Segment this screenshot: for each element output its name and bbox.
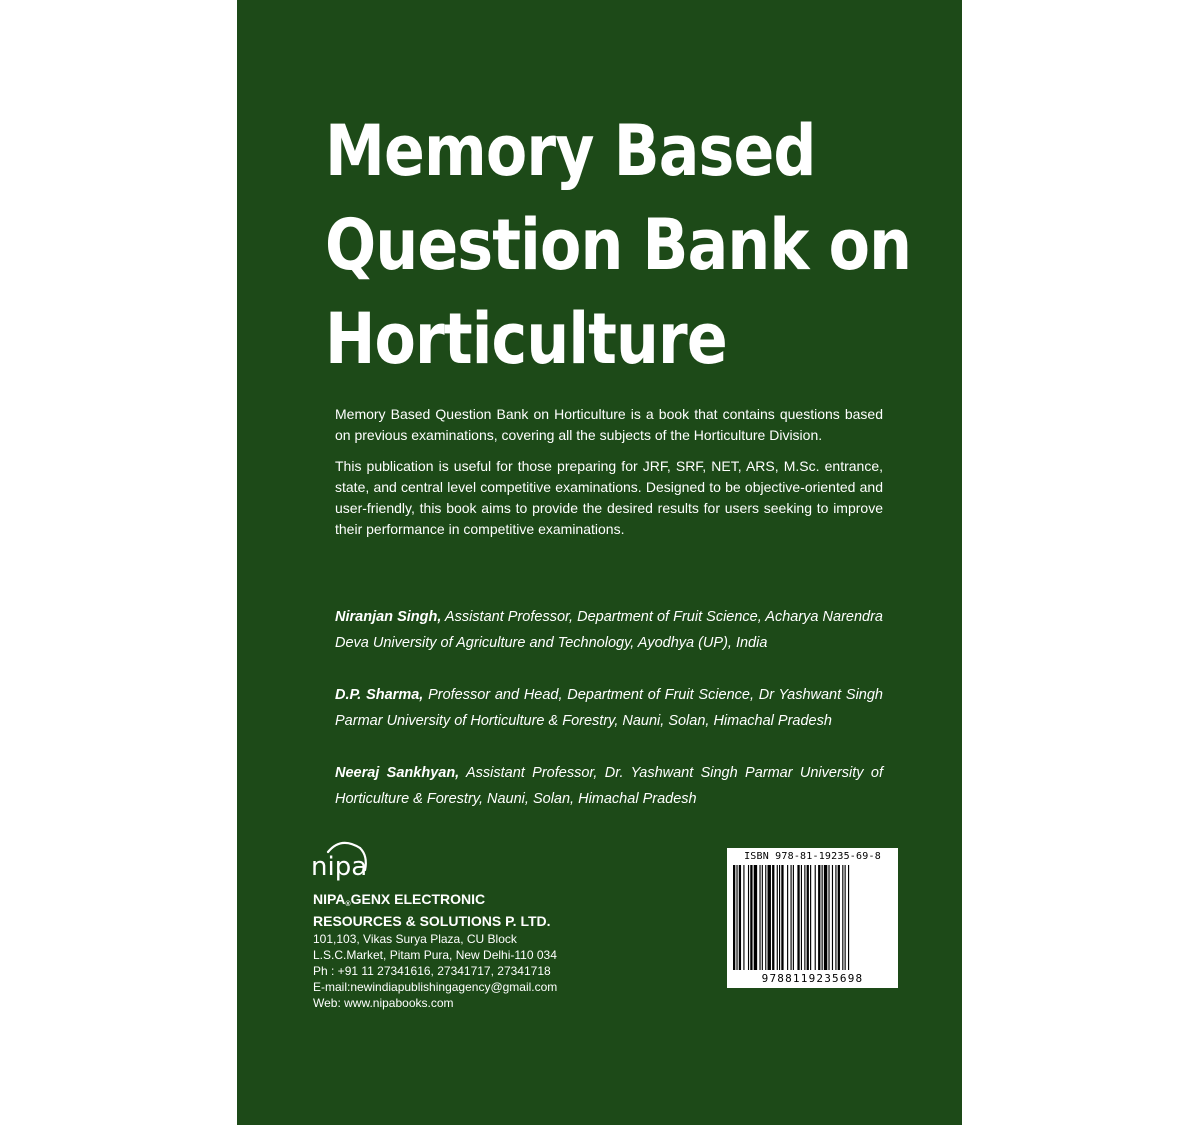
barcode-bar — [832, 865, 833, 970]
barcode-bar — [810, 865, 811, 970]
barcode-bar — [739, 865, 741, 970]
author-list — [335, 604, 883, 838]
barcode-bar — [779, 865, 780, 970]
isbn-digits: 9788119235698 — [761, 972, 864, 985]
barcode-bar — [801, 865, 802, 970]
publisher-name: NIPA®GENX ELECTRONIC — [313, 891, 486, 908]
author-affiliation: Assistant Professor, Department of Fruit Science, Acharya Narendra Deva University of Agriculture and Technology, Ayodhya (UP), India — [335, 609, 883, 651]
author-entry — [335, 682, 883, 734]
barcode-bar — [835, 865, 836, 970]
barcode-bars — [733, 865, 892, 970]
description-paragraph-2: This publication is useful for those preparing for JRF, SRF, NET, ARS, M.Sc. entrance, state, and central level competitive examinations. Designed to be objective-oriented and user-friendly, this book aims to provide the desired results for users seeking to improve their performance in competitive examinations. — [335, 458, 883, 537]
barcode-bar — [754, 865, 757, 970]
barcode-bar — [750, 865, 752, 970]
author-name: Niranjan Singh, — [335, 609, 442, 625]
book-back-cover — [237, 0, 962, 1125]
author-entry — [335, 604, 883, 656]
barcode-bar — [787, 865, 788, 970]
publisher-email: E-mail:newindiapublishingagency@gmail.com — [313, 980, 558, 994]
barcode-bar — [748, 865, 749, 970]
barcode-bar — [733, 865, 735, 970]
publisher-address-line-1: 101,103, Vikas Surya Plaza, CU Block — [313, 932, 517, 946]
barcode-bar — [797, 865, 799, 970]
nipa-logo — [310, 838, 372, 884]
barcode-bar — [759, 865, 760, 970]
publisher-block — [313, 890, 643, 1011]
publisher-web: Web: www.nipabooks.com — [313, 996, 454, 1010]
author-name: Neeraj Sankhyan, — [335, 765, 460, 781]
barcode-bar — [772, 865, 774, 970]
barcode-bar — [791, 865, 792, 970]
barcode-bar — [822, 865, 823, 970]
description-paragraph-1: Memory Based Question Bank on Horticulture is a book that contains questions based on previous examinations, covering all the subjects of the Horticulture Division. — [335, 406, 883, 443]
barcode-bar — [793, 865, 794, 970]
barcode-bar — [781, 865, 783, 970]
author-name: D.P. Sharma, — [335, 687, 424, 703]
title-line-3: Horticulture — [325, 298, 727, 380]
barcode-bar — [804, 865, 805, 970]
isbn-label: ISBN 978-81-19235-69-8 — [744, 851, 881, 862]
barcode-bar — [777, 865, 778, 970]
barcode-bar — [768, 865, 771, 970]
isbn-barcode — [727, 848, 898, 988]
barcode-bar — [743, 865, 744, 970]
barcode-bar — [765, 865, 766, 970]
registered-mark: ® — [345, 901, 351, 908]
barcode-bar — [824, 865, 827, 970]
barcode-bar — [736, 865, 737, 970]
publisher-address-line-2: L.S.C.Market, Pitam Pura, New Delhi-110 034 — [313, 948, 557, 962]
title-line-1: Memory Based — [325, 110, 816, 192]
barcode-bar — [838, 865, 840, 970]
barcode-bar — [845, 865, 846, 970]
barcode-bar — [842, 865, 843, 970]
barcode-bar — [762, 865, 763, 970]
logo-wordmark: nipa — [311, 852, 368, 882]
book-description — [335, 404, 883, 550]
author-affiliation: Professor and Head, Department of Fruit Science, Dr Yashwant Singh Parmar University of Horticulture & Forestry, Nauni, Solan, Himachal Pradesh — [335, 687, 883, 729]
author-affiliation: Assistant Professor, Dr. Yashwant Singh Parmar University of Horticulture & Forestry, Nauni, Solan, Himachal Pradesh — [335, 765, 883, 807]
book-title — [325, 104, 912, 386]
publisher-phone: Ph : +91 11 27341616, 27341717, 27341718 — [313, 964, 551, 978]
barcode-bar — [848, 865, 849, 970]
title-line-2: Question Bank on — [325, 204, 912, 286]
barcode-bar — [815, 865, 816, 970]
author-entry — [335, 760, 883, 812]
barcode-bar — [828, 865, 829, 970]
barcode-bar — [818, 865, 820, 970]
barcode-bar — [807, 865, 809, 970]
publisher-name-line-2: RESOURCES & SOLUTIONS P. LTD. — [313, 913, 551, 929]
